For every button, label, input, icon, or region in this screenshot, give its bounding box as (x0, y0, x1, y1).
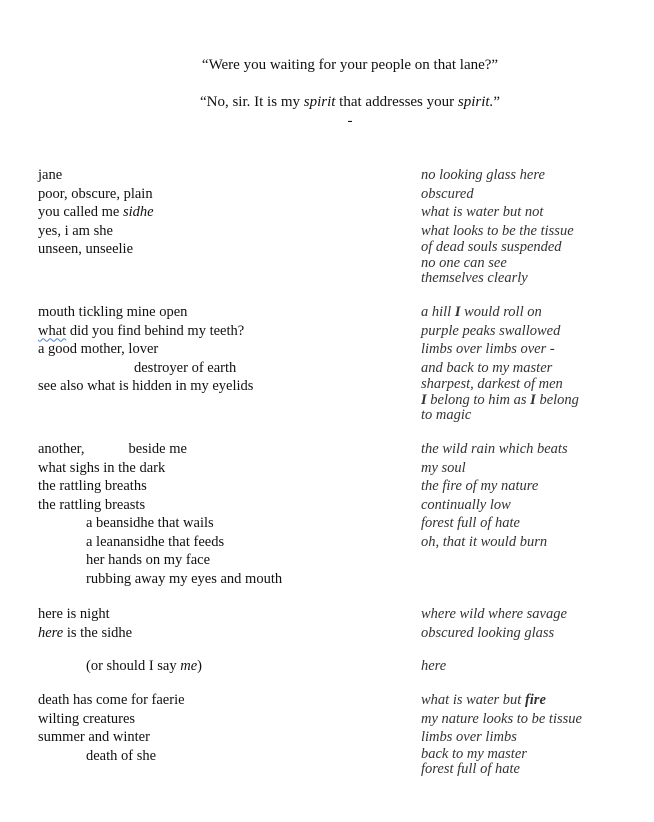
poem-line: forest full of hate (421, 761, 520, 777)
poem-line: the rattling breaths (38, 478, 147, 494)
poem-line: obscured looking glass (421, 624, 555, 641)
left-stanza-3 (38, 440, 282, 588)
epigraph-line-1: “Were you waiting for your people on that lane?” (201, 57, 499, 73)
left-stanza-1 (38, 166, 154, 259)
left-stanza-4 (38, 605, 132, 642)
poem-line: themselves clearly (421, 270, 528, 286)
poem-line: a leanansidhe that feeds (86, 533, 225, 550)
right-stanza-2 (421, 303, 579, 424)
left-stanza-6 (38, 691, 185, 765)
poem-line: poor, obscure, plain (38, 185, 153, 202)
poem-line: here is the sidhe (38, 624, 133, 641)
poem-line: her hands on my face (86, 552, 211, 568)
epigraph-line-2: “No, sir. It is my spirit that addresses your spirit.” (199, 94, 500, 110)
poem-line: unseen, unseelie (38, 241, 134, 257)
poem-line: mouth tickling mine open (38, 304, 188, 320)
poem-line: a good mother, lover (38, 341, 159, 357)
poem-line: what is water but not (421, 204, 544, 220)
poem-line: yes, i am she (38, 222, 113, 239)
poem-line: what looks to be the tissue (421, 222, 574, 239)
poem-line: a beansidhe that wails (86, 515, 214, 531)
poem-line: wilting creatures (38, 710, 136, 727)
poem-line: what is water but fire (421, 692, 546, 708)
poem-line: see also what is hidden in my eyelids (38, 378, 254, 394)
poem-line: my soul (421, 459, 466, 476)
poem-line: death of she (86, 747, 157, 764)
poem-line: death has come for faerie (38, 692, 185, 708)
poem-line: to magic (421, 407, 472, 423)
poem-line: another, beside me (38, 441, 187, 457)
poem-line: here is night (38, 606, 110, 622)
poem-line: oh, that it would burn (421, 533, 548, 550)
right-stanza-3 (421, 440, 568, 551)
spellcheck-underline[interactable]: what (38, 322, 67, 339)
poem-line: limbs over limbs (421, 729, 517, 745)
poem-line: (or should I say me) (86, 658, 203, 674)
poem-line: jane (38, 167, 63, 183)
poem-line: the wild rain which beats (421, 441, 568, 457)
poem-line: a hill I would roll on (421, 304, 542, 320)
left-stanza-5 (38, 657, 202, 676)
right-stanza-1 (421, 166, 574, 287)
poem-line: and back to my master (421, 359, 553, 376)
poem-line: the fire of my nature (421, 478, 539, 494)
poem-line: what sighs in the dark (38, 459, 166, 476)
poem-line: rubbing away my eyes and mouth (86, 570, 283, 587)
poem-line: sharpest, darkest of men (421, 376, 563, 392)
poem-line: I belong to him as I belong (421, 391, 579, 408)
poem-line: my nature looks to be tissue (421, 710, 582, 727)
poem-line: obscured (421, 185, 474, 202)
right-stanza-6 (421, 691, 582, 778)
poem-line: here (421, 658, 447, 674)
poem-line: no one can see (421, 254, 507, 271)
poem-line: the rattling breasts (38, 496, 146, 513)
poem-line: summer and winter (38, 729, 150, 745)
poem-line: limbs over limbs over - (421, 341, 555, 357)
poem-line: where wild where savage (421, 606, 567, 622)
poem-line: back to my master (421, 745, 527, 762)
poem-line: forest full of hate (421, 515, 520, 531)
poem-line: you called me sidhe (38, 204, 154, 220)
poem-line: continually low (421, 496, 511, 513)
poem-line: no looking glass here (421, 167, 545, 183)
epigraph-dash: - (347, 113, 353, 129)
right-stanza-5 (421, 657, 446, 676)
poem-line: what did you find behind my teeth? (38, 322, 245, 339)
poem-line: purple peaks swallowed (421, 322, 561, 339)
poem-line: of dead souls suspended (421, 239, 562, 255)
left-stanza-2 (38, 303, 253, 396)
poem-line: destroyer of earth (134, 359, 237, 376)
right-stanza-4 (421, 605, 567, 642)
